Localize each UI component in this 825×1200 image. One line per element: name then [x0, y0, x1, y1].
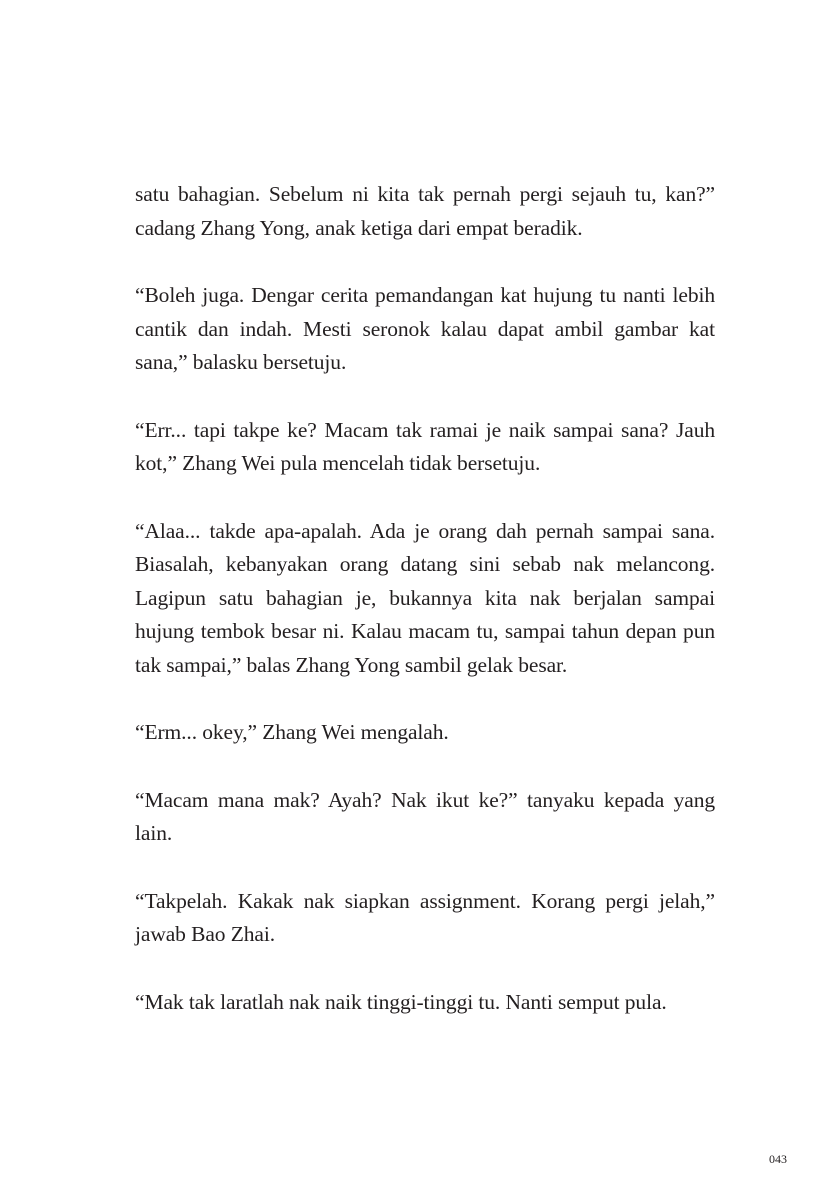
paragraph: “Takpelah. Kakak nak siapkan assignment. Korang pergi jelah,” jawab Bao Zhai.: [135, 888, 715, 946]
paragraph: satu bahagian. Sebelum ni kita tak pernah pergi sejauh tu, kan?” cadang Zhang Yong, anak ketiga dari empat beradik.: [135, 182, 715, 240]
paragraph: “Alaa... takde apa-apalah. Ada je orang dah pernah sampai sana. Biasalah, kebanyakan orang datang sini sebab nak melancong. Lagipun satu bahagian je, bukannya kita nak berjalan sampai hujung tembok besar ni. Kalau macam tu, sampai tahun depan pun tak sampai,” balas Zhang Yong sambil gelak besar.: [135, 518, 715, 677]
body-text: [135, 178, 715, 1053]
paragraph: “Boleh juga. Dengar cerita pemandangan kat hujung tu nanti lebih cantik dan indah. Mesti seronok kalau dapat ambil gambar kat sana,” balasku bersetuju.: [135, 283, 715, 374]
paragraph: “Macam mana mak? Ayah? Nak ikut ke?” tanyaku kepada yang lain.: [135, 787, 715, 845]
paragraph: “Mak tak laratlah nak naik tinggi-tinggi tu. Nanti semput pula.: [135, 989, 667, 1014]
page-number: 043: [769, 1152, 787, 1166]
paragraph: “Erm... okey,” Zhang Wei mengalah.: [135, 720, 449, 744]
paragraph: “Err... tapi takpe ke? Macam tak ramai je naik sampai sana? Jauh kot,” Zhang Wei pula mencelah tidak bersetuju.: [135, 417, 715, 475]
